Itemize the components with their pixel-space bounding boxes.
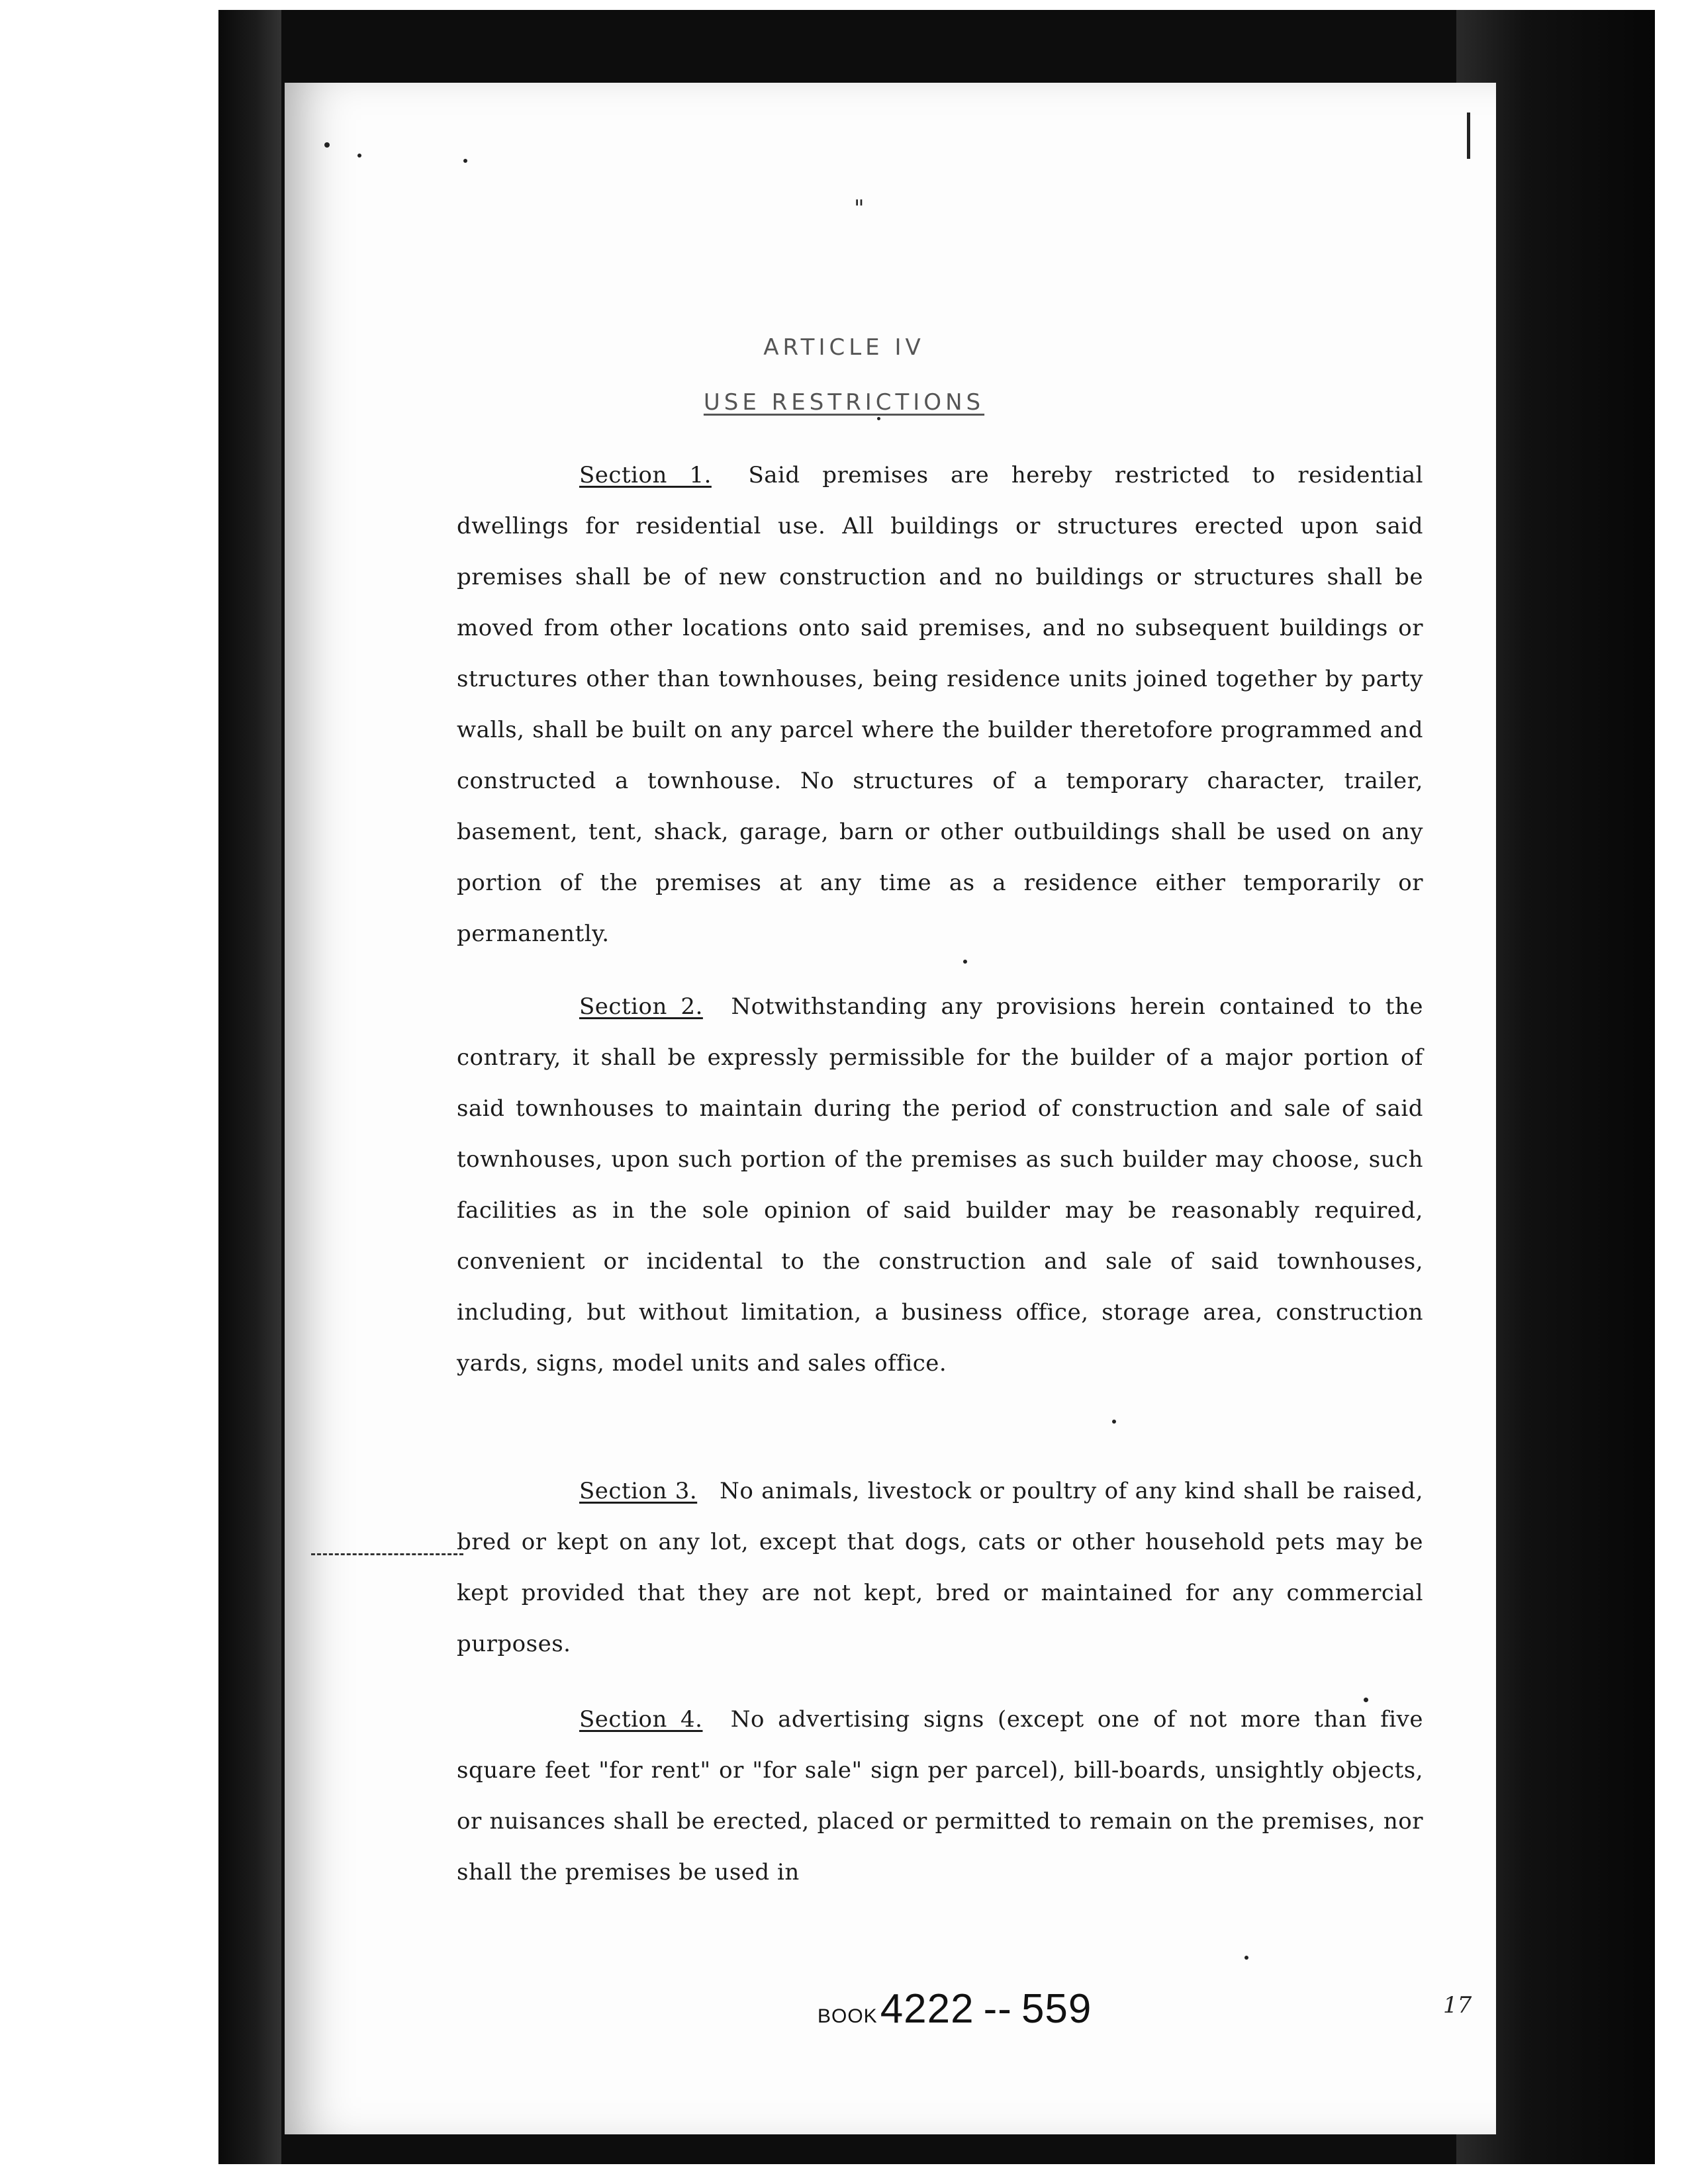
section-paragraph — [457, 1694, 1423, 1898]
stamp-separator: -- — [983, 1986, 1012, 2032]
section-paragraph — [457, 981, 1423, 1389]
section-label: Section 3. — [579, 1478, 698, 1504]
scan-speck — [1112, 1420, 1116, 1424]
margin-rule — [1467, 113, 1470, 159]
section-4 — [457, 1694, 1423, 1898]
section-text: No advertising signs (except one of not more than five square feet "for rent" or "for sale" sign per parcel), bill-boards, unsightly objects, or nuisances shall be erected, placed or permitted to remain on the premises, nor shall the premises be used in — [457, 1706, 1424, 1886]
corner-mark: 17 — [1443, 1992, 1472, 2019]
scan-speck — [1244, 1956, 1248, 1960]
section-text: Said premises are hereby restricted to residential dwellings for residential use. All buildings or structures erected upon said premises shall be of new construction and no buildings or structures shall be moved from other locations onto said premises, and no subsequent buildings or structures other than townhouses, being residence units joined together by party walls, shall be built on any parcel where the builder theretofore programmed and constructed a townhouse. No structures of a temporary character, trailer, basement, tent, shack, garage, barn or other outbuildings shall be used on any portion of the premises at any time as a residence either temporarily or permanently. — [457, 462, 1423, 947]
margin-leader-line — [311, 1553, 463, 1555]
section-text: Notwithstanding any provisions herein contained to the contrary, it shall be expressly permissible for the builder of a major portion of said townhouses to maintain during the period of construction and sale of said townhouses, upon such portion of the premises as such builder may choose, such facilities as in the sole opinion of said builder may be reasonably required, convenient or incidental to the construction and sale of said townhouses, including, but without limitation, a business office, storage area, construction yards, signs, model units and sales office. — [457, 993, 1423, 1377]
section-1 — [457, 450, 1423, 960]
scan-speck — [963, 960, 967, 964]
book-page-stamp — [818, 1985, 1092, 2032]
scan-speck — [877, 417, 880, 420]
section-text: No animals, livestock or poultry of any kind shall be raised, bred or kept on any lot, except that dogs, cats or other household pets may be kept provided that they are not kept, bred or maintained for any commercial purposes. — [457, 1478, 1423, 1657]
scan-speck — [463, 159, 467, 163]
section-2 — [457, 981, 1423, 1389]
scan-speck — [357, 154, 361, 158]
article-heading: ARTICLE IV — [763, 334, 925, 361]
page-number: 559 — [1021, 1986, 1092, 2032]
section-label: Section 2. — [579, 993, 703, 1020]
top-mark: " — [854, 195, 866, 222]
scan-speck — [324, 142, 330, 148]
section-label: Section 1. — [579, 462, 712, 488]
section-label: Section 4. — [579, 1706, 703, 1733]
section-paragraph — [457, 450, 1423, 960]
section-paragraph — [457, 1466, 1423, 1670]
book-number: 4222 — [880, 1986, 974, 2032]
book-prefix: BOOK — [818, 2005, 878, 2027]
section-3 — [457, 1466, 1423, 1670]
article-subtitle: USE RESTRICTIONS — [703, 389, 985, 416]
scan-border-left-edge — [218, 10, 281, 2164]
